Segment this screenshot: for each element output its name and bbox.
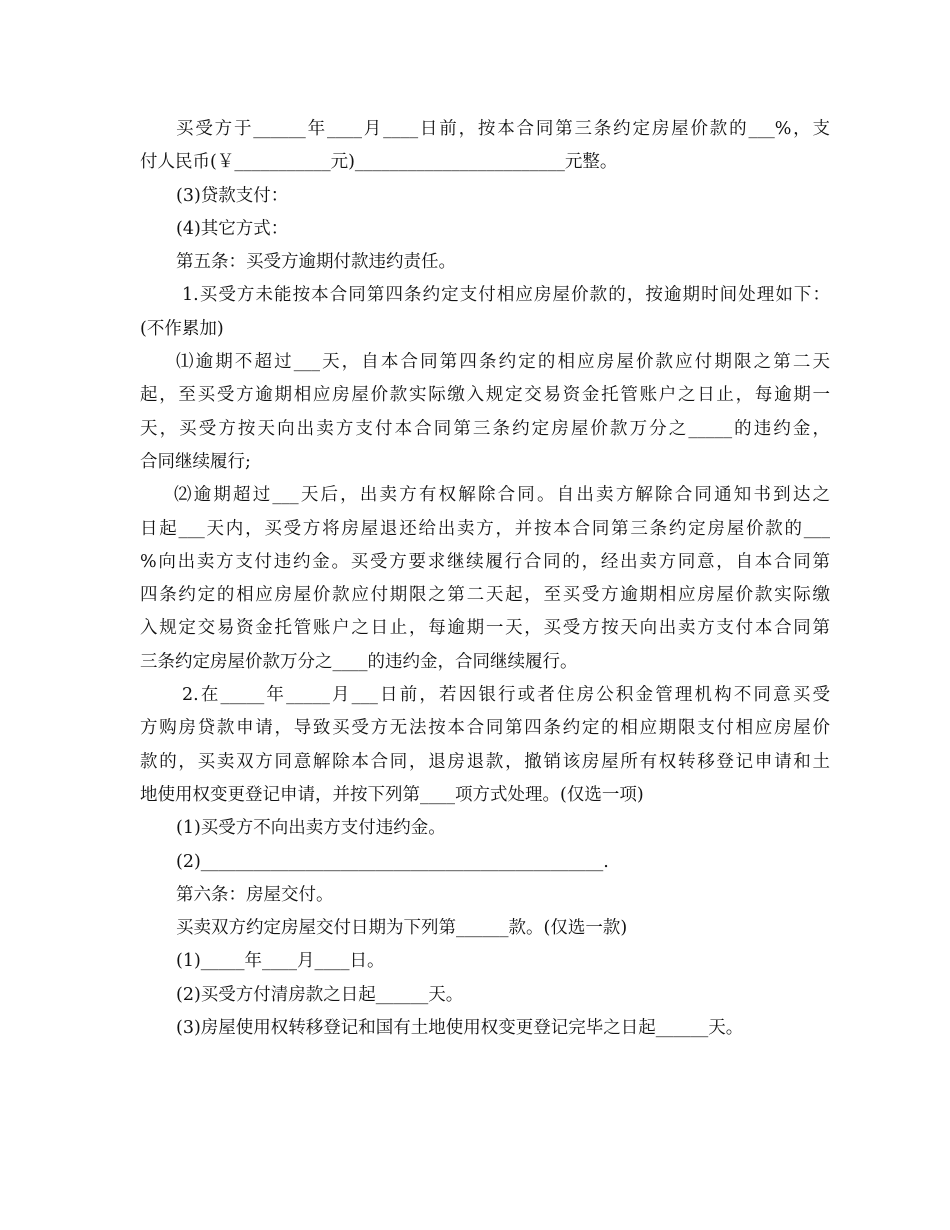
text-line: (不作累加) <box>140 318 224 339</box>
text-line: 1.买受方未能按本合同第四条约定支付相应房屋价款的，按逾期时间处理如下： <box>182 285 830 306</box>
text-line: (1)_____年____月____日。 <box>176 951 385 972</box>
text-line: (3)贷款支付： <box>176 185 289 206</box>
text-line: ⑴逾期不超过___天，自本合同第四条约定的相应房屋价款应付期限之第二天 <box>176 352 830 373</box>
text-line: 日起___天内，买受方将房屋退还给出卖方，并按本合同第三条约定房屋价款的___ <box>140 518 830 539</box>
text-line: (2)______________________________________________. <box>176 851 609 872</box>
text-line: ⑵逾期超过___天后，出卖方有权解除合同。自出卖方解除合同通知书到达之 <box>174 485 830 506</box>
text-line: 合同继续履行; <box>140 451 251 472</box>
text-line: 2.在_____年_____月___日前，若因银行或者住房公积金管理机构不同意买受 <box>182 685 830 706</box>
text-line: 入规定交易资金托管账户之日止，每逾期一天，买受方按天向出卖方支付本合同第 <box>140 618 830 639</box>
section-heading: 第六条：房屋交付。 <box>176 884 334 905</box>
text-line: (4)其它方式： <box>176 218 289 239</box>
text-line: 三条约定房屋价款万分之____的违约金，合同继续履行。 <box>140 651 578 672</box>
text-line: (3)房屋使用权转移登记和国有土地使用权变更登记完毕之日起______天。 <box>176 1018 744 1039</box>
text-line: 买受方于______年____月____日前，按本合同第三条约定房屋价款的___%，支 <box>176 119 830 139</box>
text-line: %向出卖方支付违约金。买受方要求继续履行合同的，经出卖方同意，自本合同第 <box>140 551 830 572</box>
text-line: 买卖双方约定房屋交付日期为下列第______款。(仅选一款) <box>176 918 628 939</box>
text-line: 天，买受方按天向出卖方支付本合同第三条约定房屋价款万分之_____的违约金， <box>140 418 830 439</box>
section-heading: 第五条：买受方逾期付款违约责任。 <box>176 252 456 273</box>
text-line: 方购房贷款申请，导致买受方无法按本合同第四条约定的相应期限支付相应房屋价 <box>140 718 830 739</box>
text-line: 地使用权变更登记申请，并按下列第____项方式处理。(仅选一项) <box>140 784 644 805</box>
text-line: 起，至买受方逾期相应房屋价款实际缴入规定交易资金托管账户之日止，每逾期一 <box>140 385 830 406</box>
document-body <box>140 113 830 1045</box>
text-line: 款的，买卖双方同意解除本合同，退房退款，撤销该房屋所有权转移登记申请和土 <box>140 751 830 772</box>
text-line: 四条约定的相应房屋价款应付期限之第二天起，至买受方逾期相应房屋价款实际缴 <box>140 585 830 606</box>
text-line: 付人民币(￥___________元)________________________元整。 <box>140 152 618 173</box>
text-line: (2)买受方付清房款之日起______天。 <box>176 984 464 1005</box>
text-line: (1)买受方不向出卖方支付违约金。 <box>176 818 446 839</box>
